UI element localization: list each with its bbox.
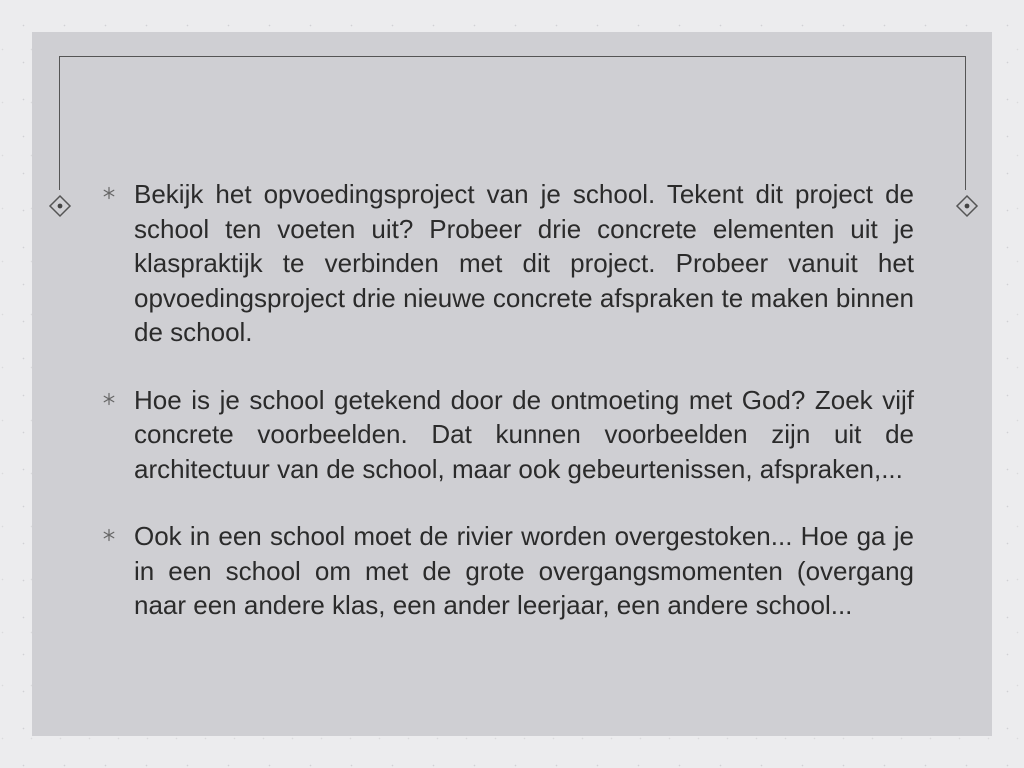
- bullet-item: [102, 519, 914, 623]
- diamond-ornament-left-icon: [48, 194, 72, 218]
- bullet-text: Ook in een school moet de rivier worden overgestoken... Hoe ga je in een school om met de grote overgangsmomenten (overgang naar een andere klas, een ander leerjaar, een andere school...: [134, 521, 914, 620]
- bullet-item: [102, 383, 914, 487]
- frame-top-line: [60, 56, 966, 57]
- frame-left-line: [59, 56, 60, 190]
- bullet-text: Hoe is je school getekend door de ontmoeting met God? Zoek vijf concrete voorbeelden. Dat kunnen voorbeelden zijn uit de architectuur van de school, maar ook gebeurtenissen, afspraken,...: [134, 384, 914, 484]
- bullet-item: [102, 177, 914, 350]
- bullet-text: Bekijk het opvoedingsproject van je school. Tekent dit project de school ten voeten uit? Probeer drie concrete elementen uit je klaspraktijk te verbinden met dit project. Probeer vanuit het opvoedingsproject drie nieuwe concrete afspraken te maken binnen de school.: [134, 179, 914, 347]
- asterisk-bullet-icon: [102, 528, 116, 542]
- diamond-ornament-right-icon: [955, 194, 979, 218]
- frame-right-line: [965, 56, 966, 190]
- bullet-list: [102, 177, 914, 656]
- asterisk-bullet-icon: [102, 186, 116, 200]
- asterisk-bullet-icon: [102, 392, 116, 406]
